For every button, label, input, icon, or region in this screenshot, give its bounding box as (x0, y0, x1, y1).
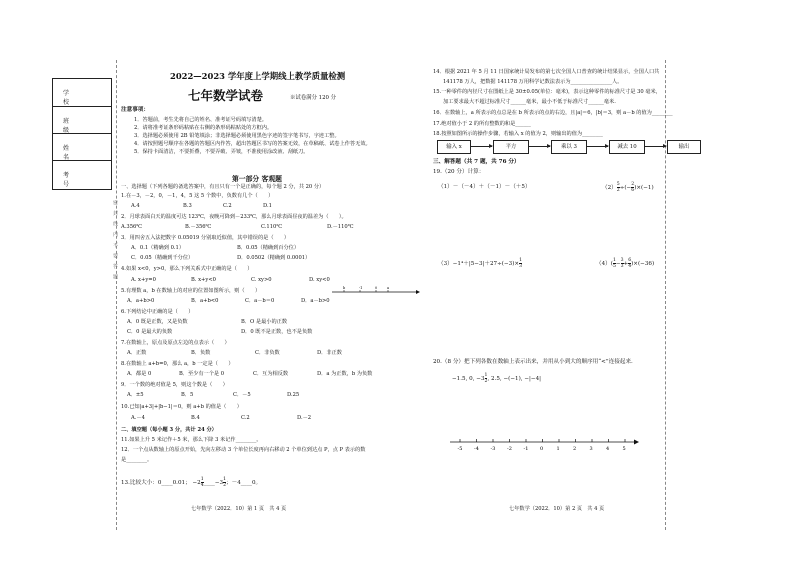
frac-numerator: 1 (484, 373, 488, 378)
frac-numerator: 3 (620, 258, 624, 263)
q19-part2: （2） $\frac{5}{2}$ ÷(− $\frac{2}{6}$ )×(−1) (602, 182, 654, 193)
question-6: 6.下列结论中正确的是（ ） (121, 309, 194, 315)
subject-title: 七年数学试卷 (188, 88, 264, 103)
flow-arrow (644, 146, 666, 147)
q19-3-expression: （3）−1⁴＋|5−3|＋27÷(−3)× (438, 261, 520, 267)
q10-opt-d: D.－2 (297, 415, 312, 421)
q1-opt-c: C.2 (223, 203, 232, 209)
question-12a: 12．一个点从数轴上的原点开始，先向左移动 3 个单位长度再向右移动 2 个单位到达点 P，点 P 表示的数 (121, 447, 366, 453)
q10-suffix: ，则 a+b 的值是（ ） (181, 404, 242, 410)
q13-prefix: 13.比较大小：0____0.01； (121, 480, 191, 486)
question-8: 8.在数轴上 a+b=0，那么 a，b 一定是（ ） (121, 361, 234, 367)
q20-tick-label: 2 (573, 446, 577, 452)
note-item: 3．选择题必须使用 2B 铅笔填涂；非选择题必须使用黑色字迹的签字笔书写，字迹工整。 (134, 133, 340, 139)
q5-label-0: 0 (375, 286, 378, 290)
binding-label: 班 级 (63, 118, 82, 134)
q20-numbers-a: −1.5, 0, −3 (452, 376, 485, 382)
question-4: 4.如果 x<0，y>0，那么下列关系式中正确的是（ ） (121, 266, 253, 272)
q4-opt-b: B. x+y<0 (191, 277, 216, 283)
question-17: 17.绝对值小于 2 的所有整数的和是______ (433, 121, 531, 127)
fraction (631, 182, 634, 193)
section3-heading: 三、解答题（共 7 题，共 76 分） (433, 159, 520, 165)
q1-opt-a: A.4 (131, 203, 140, 209)
flow-multiply: 乘以 3 (551, 140, 587, 154)
question-13 (121, 477, 261, 488)
q13-blank: ____ (203, 480, 215, 486)
q2-opt-a: A.356℃ (121, 224, 143, 230)
question-16: 16．在数轴上，a 所表示的点总是在 b 所表示的点的右边，且|a|＝6，|b|＝3，则 a－b 的值为________ (433, 110, 673, 116)
question-9: 9．一个数的绝对值是 5，则这个数是（ ） (121, 382, 228, 388)
question-10 (121, 404, 242, 410)
q13-left-whole: −2 (192, 480, 201, 486)
fraction (621, 258, 624, 269)
q6-opt-d: D．0 既不是正数，也不是负数 (241, 329, 313, 335)
q20-numbers (452, 373, 541, 384)
q3-opt-b: B．0.05（精确到百分位） (237, 245, 300, 251)
q13-right-whole: −3 (214, 480, 224, 486)
frac-denominator: 3 (620, 264, 624, 269)
notes-title: 注意事项： (121, 107, 149, 113)
q7-opt-a: A．正数 (127, 350, 147, 356)
frac-denominator: 2 (484, 379, 488, 384)
q7-opt-b: B．负数 (191, 350, 211, 356)
frac-numerator: 1 (200, 477, 204, 482)
binding-class (53, 106, 111, 134)
q3-opt-a: A．0.1（精确到 0.1） (131, 245, 185, 251)
q20-tick-label: 0 (540, 446, 544, 452)
question-11: 11.如果上升 5 米记作＋5 米，那么下降 3 米记作________。 (121, 437, 262, 443)
flow-arrow (528, 146, 550, 147)
frac-numerator: 2 (631, 182, 635, 187)
q20-tick-label: -1 (523, 446, 529, 452)
flow-square: 平方 (493, 140, 529, 154)
frac-numerator: 1 (612, 258, 616, 263)
q19-2-suffix: ×(−1) (636, 185, 654, 191)
q6-opt-a: A．0 既是正数，又是负数 (127, 319, 188, 325)
q10-opt-a: A.－4 (131, 415, 145, 421)
q5-arrow (416, 290, 420, 294)
note-item: 4．请按照题号顺序在各题的答题区内作答，超出答题区书写的答案无效，在草稿纸、试卷上作答无效。 (134, 141, 371, 147)
question-1: 1.在－3，－2，0，－1，4，5 这 5 个数中，负数有几个（ ） (121, 193, 274, 199)
note-item: 2．请将准考证条形码粘贴在右侧的条形码粘贴处的方框内。 (134, 125, 273, 131)
frac-denominator: 5 (612, 264, 616, 269)
q10-opt-b: B.4 (191, 415, 200, 421)
q1-opt-d: D.1 (263, 203, 272, 209)
q19-part3 (438, 258, 522, 269)
frac-numerator: 1 (223, 477, 227, 482)
footer-left: 七年数学（2022．10）第 1 页 共 4 页 (191, 506, 287, 512)
right-seal-line (665, 60, 666, 530)
q19-part1: （1）－（－4）＋（－1）－（＋5） (438, 184, 531, 190)
q8-opt-d: D．a 为正数，b 为负数 (317, 371, 373, 377)
question-5: 5.有理数 a，b 在数轴上的对应的位置如图所示，则（ ） (121, 288, 261, 294)
q4-opt-c: C. xy>0 (251, 277, 272, 283)
question-12b: 是________。 (121, 457, 153, 463)
q20-arrow (634, 440, 639, 445)
q20-tick-label: 1 (556, 446, 560, 452)
binding-label: 考 号 (63, 172, 82, 188)
question-18: 18.按照如图所示的操作步骤，若输入 x 的值为 2，则输出的值为________ (433, 131, 603, 137)
q20-ticks (458, 439, 626, 452)
seal-line (116, 60, 117, 530)
q2-opt-b: B.－356℃ (185, 224, 212, 230)
frac-numerator: 1 (519, 258, 523, 263)
question-20: 20.（8 分）把下列各数在数轴上表示出来，并用从小到大的顺序用“<”连接起来. (433, 359, 633, 365)
question-19: 19.（20 分）计算： (433, 169, 485, 175)
question-3: 3．用四舍五入法把数字 0.05019 分别取近似值，其中错误的是（ ） (121, 235, 290, 241)
question-14b: 141178 万人，把数据 141178 万用科学记数法表示为________________人。 (443, 79, 623, 85)
section2-heading: 二、填空题（每小题 3 分，共计 24 分） (121, 427, 217, 433)
binding-info-box (52, 78, 112, 190)
exam-title: 2022—2023 学年度上学期线上教学质量检测 (170, 71, 346, 81)
frac-denominator: 4 (200, 483, 204, 488)
q6-opt-c: C．0 是最大的负数 (127, 329, 173, 335)
note-item: 1．答题前，考生先将自己的姓名、准考证号码填写清楚。 (134, 117, 267, 123)
score-note: ※试卷满分 120 分 (290, 95, 337, 101)
question-2: 2．月球表面白天的温度可达 123℃，夜晚可降到－233℃，那么月球表面昼夜的温差为（ ）。 (121, 214, 347, 220)
q20-tick-label: -4 (474, 446, 479, 452)
frac-numerator: 5 (616, 182, 620, 187)
q13-end: ；－4____0。 (226, 480, 262, 486)
flow-arrow (586, 146, 608, 147)
question-14a: 14．根据 2021 年 5 月 11 日国家统计局发布的第七次全国人口普查的统计结果显示，全国人口共 (433, 69, 660, 75)
fraction (617, 182, 620, 193)
q5-label-b: b (343, 286, 346, 290)
binding-school (53, 79, 111, 106)
q2-opt-d: D.－110℃ (327, 224, 354, 230)
binding-label: 学 校 (63, 90, 82, 106)
q5-number-line (330, 284, 420, 298)
flow-output: 输出 (667, 140, 701, 154)
q20-tick-label: -3 (490, 446, 496, 452)
flow-input: 输入 x (437, 140, 471, 154)
fraction (613, 258, 616, 269)
question-15b: 加工要求最大不超过标准尺寸______毫米，最小不低于标准尺寸______毫米. (443, 99, 616, 105)
frac-denominator: 4 (628, 264, 632, 269)
frac-denominator: 3 (519, 264, 523, 269)
q5-opt-d: D．a－b>0 (301, 298, 330, 304)
q6-opt-b: B．O 是最小的正数 (241, 319, 288, 325)
q20-tick-label: 4 (606, 446, 610, 452)
q8-opt-b: B．至少有一个是 0 (179, 371, 225, 377)
q10-prefix: 10.已知 (121, 404, 140, 410)
q3-opt-d: D．0.0502（精确到 0.0001） (237, 255, 311, 261)
q9-opt-d: D.25 (287, 392, 300, 398)
q3-opt-c: C．0.05（精确到千分位） (131, 255, 194, 261)
q19-part4: （4）( $\frac{1}{5}$ − $\frac{3}{3}$ + $\frac{6}{4}$ )×(−36) (596, 258, 655, 269)
note-item: 5．保持卡面清洁，不要折叠，不要弄破、弄皱，不准使用涂改液、刮纸刀。 (134, 149, 309, 155)
q4-opt-a: A. x+y=0 (131, 277, 156, 283)
q19-2-prefix: （2） (602, 185, 617, 191)
binding-id (53, 160, 111, 188)
q5-label-a: a (387, 286, 390, 290)
fraction (519, 258, 522, 269)
q20-tick-label: -5 (457, 446, 463, 452)
q9-opt-b: B．5 (181, 392, 194, 398)
q7-opt-c: C．非负数 (255, 350, 280, 356)
q4-opt-d: D. xy<0 (309, 277, 330, 283)
q20-numbers-b: , 2.5, −(−1), −|−4| (487, 376, 542, 382)
frac-numerator: 6 (628, 258, 632, 263)
q8-opt-c: C．互为相反数 (253, 371, 289, 377)
part1-title: 第一部分 客观题 (232, 175, 282, 183)
q9-opt-a: A．±5 (127, 392, 144, 398)
q5-opt-a: A．a+b>0 (127, 298, 155, 304)
q5-opt-c: C．a－b＝0 (245, 298, 275, 304)
q19-4-prefix: （4）( (596, 261, 613, 267)
q20-tick-label: 5 (622, 446, 626, 452)
q5-label-neg1: -1 (359, 286, 363, 290)
q10-expression: |a+3|+|b−1|＝0 (139, 404, 182, 410)
q8-opt-a: A．都是 0 (127, 371, 152, 377)
footer-right: 七年数学（2022．10）第 2 页 共 4 页 (509, 506, 605, 512)
binding-label: 姓 名 (63, 145, 82, 161)
q19-4-suffix: )×(−36) (631, 261, 655, 267)
q9-opt-c: C．－5 (233, 392, 251, 398)
q5-opt-b: B．a+b<0 (191, 298, 219, 304)
frac-denominator: 6 (631, 188, 635, 193)
question-7: 7.在数轴上，原点及原点左边的点表示（ ） (121, 340, 230, 346)
frac-denominator: 2 (616, 188, 620, 193)
frac-denominator: 2 (223, 483, 227, 488)
seal-note: 密 封 线 内 不 要 答 题 (112, 200, 118, 282)
q20-tick-label: 3 (589, 446, 593, 452)
q1-opt-b: B.3 (183, 203, 192, 209)
question-15a: 15.一种零件的内径尺寸在图纸上是 30±0.05(单位：毫米)，表示这种零件的标准尺寸是 30 毫米， (433, 89, 661, 95)
q7-opt-d: D．非正数 (317, 350, 342, 356)
q20-number-line (448, 435, 640, 455)
flow-arrow (470, 146, 492, 147)
flow-subtract: 减去 10 (609, 140, 645, 154)
section1-heading: 一、选择题（下列各题的备选答案中，有且只有一个是正确的，每个题 2 分，共 20 分） (121, 184, 325, 190)
binding-name (53, 133, 111, 161)
q10-opt-c: C.2 (241, 415, 250, 421)
q2-opt-c: C.110℃ (261, 224, 283, 230)
q20-tick-label: -2 (507, 446, 512, 452)
